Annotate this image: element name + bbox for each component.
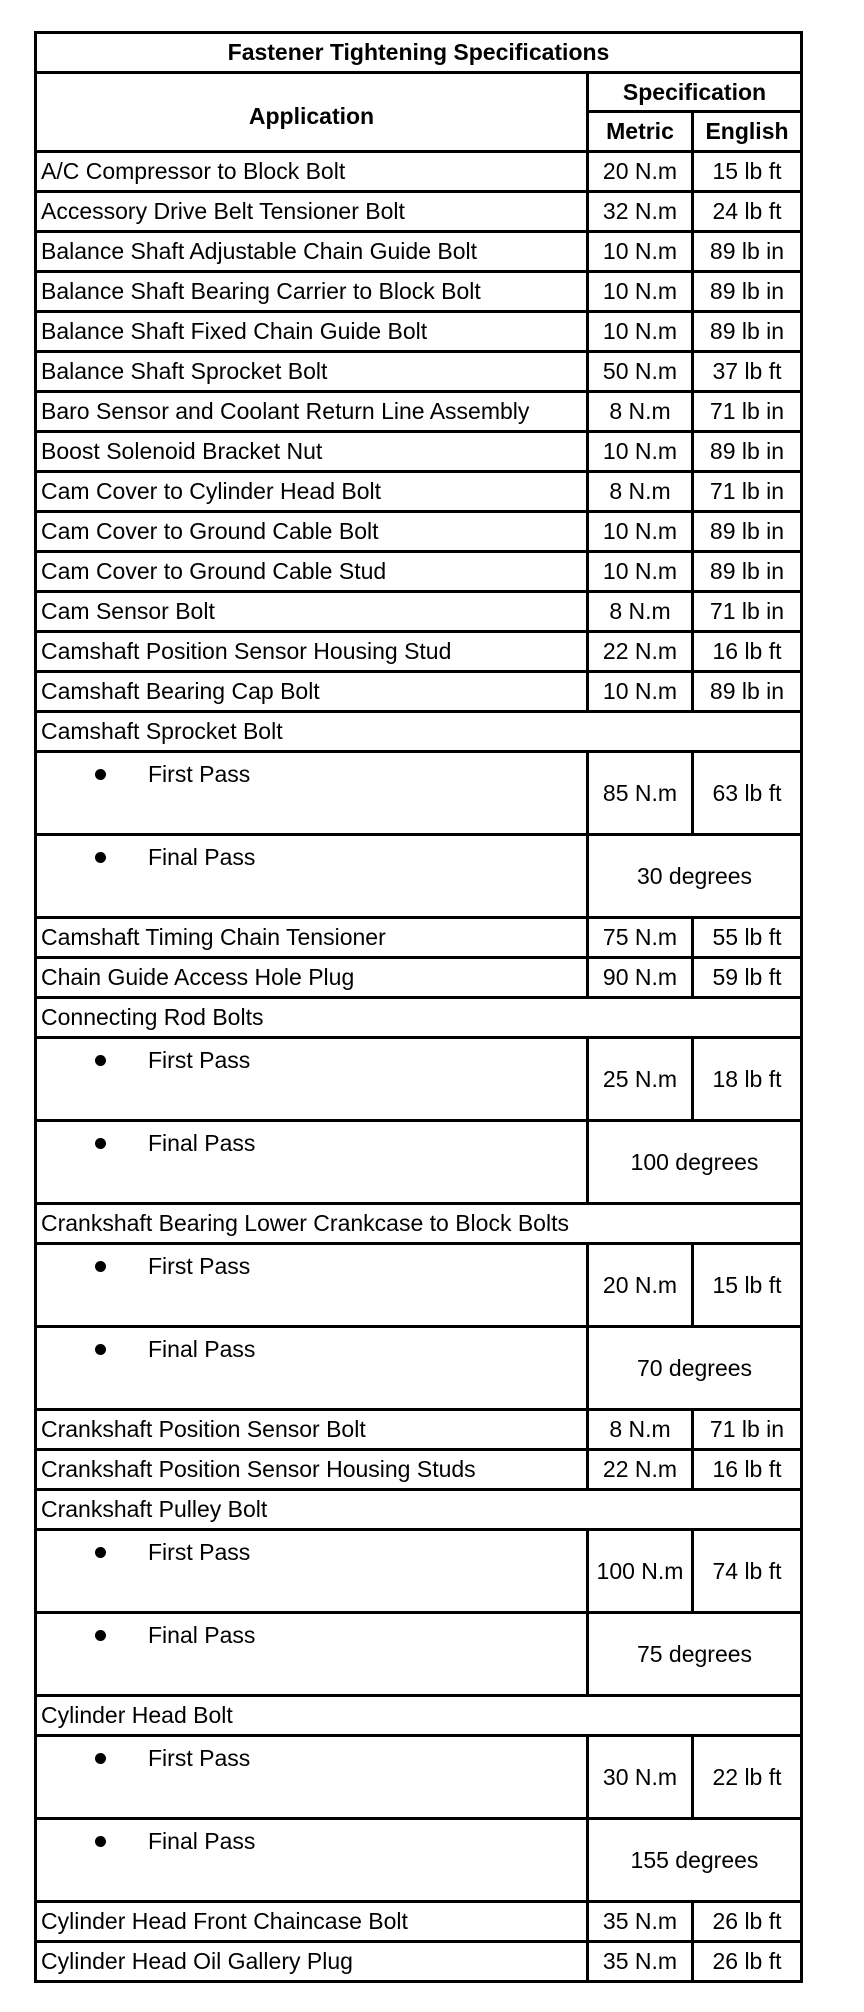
metric-cell: 22 N.m bbox=[588, 632, 693, 672]
english-cell: 89 lb in bbox=[693, 312, 802, 352]
header-specification: Specification bbox=[588, 73, 802, 112]
pass-application-cell bbox=[36, 1121, 588, 1204]
metric-cell: 25 N.m bbox=[588, 1038, 693, 1121]
application-cell: A/C Compressor to Block Bolt bbox=[36, 152, 588, 192]
application-cell: Chain Guide Access Hole Plug bbox=[36, 958, 588, 998]
table-row bbox=[36, 352, 802, 392]
metric-cell: 85 N.m bbox=[588, 752, 693, 835]
angle-value-cell: 100 degrees bbox=[588, 1121, 802, 1204]
english-cell: 59 lb ft bbox=[693, 958, 802, 998]
english-cell: 16 lb ft bbox=[693, 1450, 802, 1490]
bullet-icon bbox=[95, 1753, 106, 1764]
group-header-row bbox=[36, 712, 802, 752]
pass-label-wrap bbox=[37, 1614, 586, 1647]
bullet-icon bbox=[95, 1547, 106, 1558]
bullet-icon bbox=[95, 1630, 106, 1641]
final-pass-row bbox=[36, 1819, 802, 1902]
pass-label: First Pass bbox=[148, 1539, 251, 1565]
table-row bbox=[36, 472, 802, 512]
table-row bbox=[36, 592, 802, 632]
table-row bbox=[36, 152, 802, 192]
pass-application-cell bbox=[36, 1613, 588, 1696]
metric-cell: 8 N.m bbox=[588, 472, 693, 512]
english-cell: 55 lb ft bbox=[693, 918, 802, 958]
english-cell: 89 lb in bbox=[693, 432, 802, 472]
metric-cell: 10 N.m bbox=[588, 312, 693, 352]
metric-cell: 10 N.m bbox=[588, 512, 693, 552]
metric-cell: 30 N.m bbox=[588, 1736, 693, 1819]
header-metric: Metric bbox=[588, 112, 693, 152]
metric-cell: 20 N.m bbox=[588, 152, 693, 192]
metric-cell: 10 N.m bbox=[588, 232, 693, 272]
table-row bbox=[36, 958, 802, 998]
application-cell: Cam Cover to Ground Cable Bolt bbox=[36, 512, 588, 552]
pass-label-wrap bbox=[37, 1039, 586, 1072]
bullet-icon bbox=[95, 769, 106, 780]
table-row bbox=[36, 1902, 802, 1942]
metric-cell: 32 N.m bbox=[588, 192, 693, 232]
table-row bbox=[36, 1450, 802, 1490]
angle-value-cell: 30 degrees bbox=[588, 835, 802, 918]
header-application: Application bbox=[36, 73, 588, 152]
header-english: English bbox=[693, 112, 802, 152]
table-row bbox=[36, 552, 802, 592]
angle-value-cell: 70 degrees bbox=[588, 1327, 802, 1410]
table-row bbox=[36, 1942, 802, 1982]
application-cell: Cylinder Head Oil Gallery Plug bbox=[36, 1942, 588, 1982]
final-pass-row bbox=[36, 835, 802, 918]
english-cell: 18 lb ft bbox=[693, 1038, 802, 1121]
table-row bbox=[36, 392, 802, 432]
metric-cell: 75 N.m bbox=[588, 918, 693, 958]
english-cell: 71 lb in bbox=[693, 472, 802, 512]
pass-label: Final Pass bbox=[148, 1622, 256, 1648]
application-cell: Accessory Drive Belt Tensioner Bolt bbox=[36, 192, 588, 232]
group-header-row bbox=[36, 1696, 802, 1736]
english-cell: 89 lb in bbox=[693, 552, 802, 592]
metric-cell: 10 N.m bbox=[588, 672, 693, 712]
application-cell: Cam Cover to Cylinder Head Bolt bbox=[36, 472, 588, 512]
metric-cell: 20 N.m bbox=[588, 1244, 693, 1327]
english-cell: 26 lb ft bbox=[693, 1942, 802, 1982]
first-pass-row bbox=[36, 1244, 802, 1327]
application-cell: Balance Shaft Bearing Carrier to Block Bolt bbox=[36, 272, 588, 312]
application-cell: Camshaft Bearing Cap Bolt bbox=[36, 672, 588, 712]
angle-value-cell: 155 degrees bbox=[588, 1819, 802, 1902]
group-application-cell: Camshaft Sprocket Bolt bbox=[36, 712, 802, 752]
metric-cell: 35 N.m bbox=[588, 1942, 693, 1982]
pass-label-wrap bbox=[37, 836, 586, 869]
pass-application-cell bbox=[36, 1244, 588, 1327]
english-cell: 22 lb ft bbox=[693, 1736, 802, 1819]
english-cell: 74 lb ft bbox=[693, 1530, 802, 1613]
final-pass-row bbox=[36, 1121, 802, 1204]
group-header-row bbox=[36, 998, 802, 1038]
header-row-1 bbox=[36, 73, 802, 112]
application-cell: Cylinder Head Front Chaincase Bolt bbox=[36, 1902, 588, 1942]
english-cell: 89 lb in bbox=[693, 232, 802, 272]
pass-label-wrap bbox=[37, 753, 586, 786]
table-row bbox=[36, 192, 802, 232]
table-row bbox=[36, 272, 802, 312]
pass-label-wrap bbox=[37, 1245, 586, 1278]
table-row bbox=[36, 1410, 802, 1450]
application-cell: Baro Sensor and Coolant Return Line Assembly bbox=[36, 392, 588, 432]
bullet-icon bbox=[95, 1055, 106, 1066]
table-row bbox=[36, 312, 802, 352]
english-cell: 24 lb ft bbox=[693, 192, 802, 232]
final-pass-row bbox=[36, 1327, 802, 1410]
application-cell: Cam Sensor Bolt bbox=[36, 592, 588, 632]
application-cell: Balance Shaft Sprocket Bolt bbox=[36, 352, 588, 392]
title-row bbox=[36, 33, 802, 73]
english-cell: 16 lb ft bbox=[693, 632, 802, 672]
group-application-cell: Connecting Rod Bolts bbox=[36, 998, 802, 1038]
pass-label: Final Pass bbox=[148, 844, 256, 870]
pass-application-cell bbox=[36, 1819, 588, 1902]
english-cell: 26 lb ft bbox=[693, 1902, 802, 1942]
metric-cell: 10 N.m bbox=[588, 552, 693, 592]
pass-label-wrap bbox=[37, 1531, 586, 1564]
application-cell: Cam Cover to Ground Cable Stud bbox=[36, 552, 588, 592]
pass-label: Final Pass bbox=[148, 1130, 256, 1156]
english-cell: 89 lb in bbox=[693, 272, 802, 312]
metric-cell: 50 N.m bbox=[588, 352, 693, 392]
first-pass-row bbox=[36, 1038, 802, 1121]
pass-label-wrap bbox=[37, 1122, 586, 1155]
english-cell: 89 lb in bbox=[693, 672, 802, 712]
english-cell: 71 lb in bbox=[693, 592, 802, 632]
english-cell: 89 lb in bbox=[693, 512, 802, 552]
metric-cell: 90 N.m bbox=[588, 958, 693, 998]
bullet-icon bbox=[95, 1261, 106, 1272]
pass-label-wrap bbox=[37, 1737, 586, 1770]
table-row bbox=[36, 672, 802, 712]
metric-cell: 100 N.m bbox=[588, 1530, 693, 1613]
group-application-cell: Cylinder Head Bolt bbox=[36, 1696, 802, 1736]
spec-table-body bbox=[36, 33, 802, 1982]
pass-label: First Pass bbox=[148, 1745, 251, 1771]
first-pass-row bbox=[36, 1736, 802, 1819]
table-title: Fastener Tightening Specifications bbox=[36, 33, 802, 73]
pass-application-cell bbox=[36, 1530, 588, 1613]
english-cell: 71 lb in bbox=[693, 1410, 802, 1450]
group-header-row bbox=[36, 1490, 802, 1530]
table-row bbox=[36, 512, 802, 552]
metric-cell: 35 N.m bbox=[588, 1902, 693, 1942]
table-row bbox=[36, 232, 802, 272]
pass-label: Final Pass bbox=[148, 1828, 256, 1854]
table-row bbox=[36, 432, 802, 472]
metric-cell: 10 N.m bbox=[588, 272, 693, 312]
pass-application-cell bbox=[36, 752, 588, 835]
bullet-icon bbox=[95, 1836, 106, 1847]
pass-application-cell bbox=[36, 1038, 588, 1121]
final-pass-row bbox=[36, 1613, 802, 1696]
application-cell: Camshaft Timing Chain Tensioner bbox=[36, 918, 588, 958]
english-cell: 37 lb ft bbox=[693, 352, 802, 392]
fastener-spec-table bbox=[34, 31, 803, 1983]
application-cell: Crankshaft Position Sensor Housing Studs bbox=[36, 1450, 588, 1490]
english-cell: 15 lb ft bbox=[693, 152, 802, 192]
pass-application-cell bbox=[36, 1327, 588, 1410]
table-row bbox=[36, 918, 802, 958]
bullet-icon bbox=[95, 1138, 106, 1149]
application-cell: Boost Solenoid Bracket Nut bbox=[36, 432, 588, 472]
bullet-icon bbox=[95, 1344, 106, 1355]
bullet-icon bbox=[95, 852, 106, 863]
metric-cell: 8 N.m bbox=[588, 592, 693, 632]
pass-label-wrap bbox=[37, 1820, 586, 1853]
pass-label: First Pass bbox=[148, 1047, 251, 1073]
application-cell: Camshaft Position Sensor Housing Stud bbox=[36, 632, 588, 672]
first-pass-row bbox=[36, 752, 802, 835]
metric-cell: 8 N.m bbox=[588, 1410, 693, 1450]
pass-application-cell bbox=[36, 835, 588, 918]
english-cell: 71 lb in bbox=[693, 392, 802, 432]
application-cell: Balance Shaft Fixed Chain Guide Bolt bbox=[36, 312, 588, 352]
pass-label-wrap bbox=[37, 1328, 586, 1361]
group-application-cell: Crankshaft Bearing Lower Crankcase to Block Bolts bbox=[36, 1204, 802, 1244]
application-cell: Balance Shaft Adjustable Chain Guide Bolt bbox=[36, 232, 588, 272]
angle-value-cell: 75 degrees bbox=[588, 1613, 802, 1696]
group-header-row bbox=[36, 1204, 802, 1244]
pass-label: First Pass bbox=[148, 1253, 251, 1279]
pass-label: Final Pass bbox=[148, 1336, 256, 1362]
table-row bbox=[36, 632, 802, 672]
metric-cell: 22 N.m bbox=[588, 1450, 693, 1490]
english-cell: 15 lb ft bbox=[693, 1244, 802, 1327]
application-cell: Crankshaft Position Sensor Bolt bbox=[36, 1410, 588, 1450]
metric-cell: 8 N.m bbox=[588, 392, 693, 432]
pass-label: First Pass bbox=[148, 761, 251, 787]
first-pass-row bbox=[36, 1530, 802, 1613]
metric-cell: 10 N.m bbox=[588, 432, 693, 472]
group-application-cell: Crankshaft Pulley Bolt bbox=[36, 1490, 802, 1530]
pass-application-cell bbox=[36, 1736, 588, 1819]
english-cell: 63 lb ft bbox=[693, 752, 802, 835]
